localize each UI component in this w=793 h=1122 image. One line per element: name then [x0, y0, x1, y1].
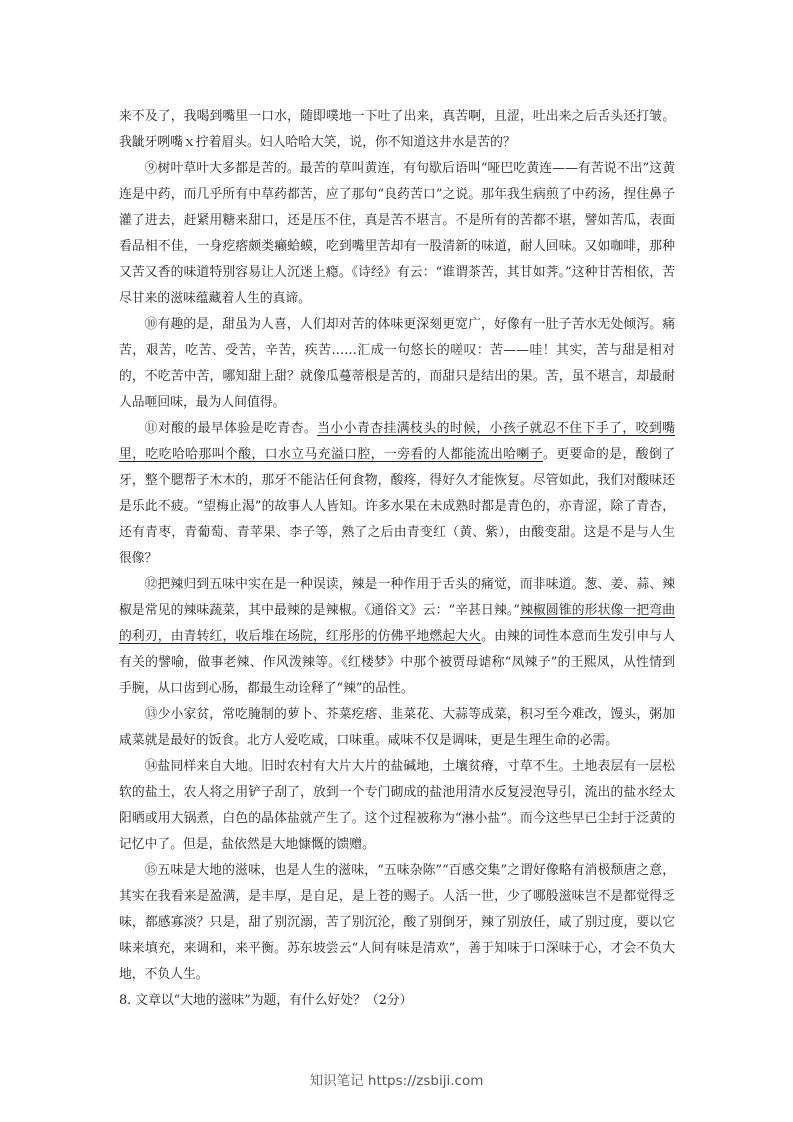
- paragraph-11-text-b: 。更要命的是，酸倒了牙，整个腮帮子木木的，那牙不能沾任何食物，酸疼，得好久才能恢复。尽管如此，我们对酸味还是乐此不疲。“望梅止渴”的故事人人皆知。许多水果在未成熟时都是青色的，亦青涩，除了青杏，还有青枣，青葡萄、青苹果、李子等，熟了之后由青变红（黄、紫），由酸变甜。这是不是与人生很像？: [119, 447, 676, 566]
- paragraph-12-text-b: 。由辣的词性本意而生发引申与人有关的譬喻，做事老辣、作风泼辣等。《红楼梦》中那个被贾母谑称“凤辣子”的王熙凤，从性情到手腕，从口齿到心肠，都最生动诠释了“辣”的品性。: [119, 629, 676, 696]
- paragraph-12-text-a: ⑫把辣归到五味中实在是一种误读，辣是一种作用于舌头的痛觉，而非味道。葱、姜、蒜、辣椒是常见的辣味蔬菜，其中最辣的是辣椒。《通俗文》云：“辛甚日辣。”: [119, 577, 675, 618]
- paragraph-8-continued: 来不及了，我喝到嘴里一口水，随即噗地一下吐了出来，真苦啊，且涩，吐出来之后舌头还打皱。我龇牙咧嘴ｘ拧着眉头。妇人哈哈大笑，说，你不知道这井水是苦的？: [119, 109, 675, 150]
- paragraph-12: [119, 572, 675, 702]
- paragraph-11-text-a: ⑪对酸的最早体验是吃青杏。: [144, 421, 318, 436]
- paragraph-10: ⑩有趣的是，甜虽为人喜，人们却对苦的体味更深刻更宽广，好像有一肚子苦水无处倾泻。痛苦，艰苦，吃苦、受苦，辛苦，疾苦……汇成一句悠长的嗟叹：苦——哇！其实，苦与甜是相对的，不吃苦中苦，哪知甜上甜？就像瓜蔓蒂根是苦的，而甜只是结出的果。苦，虽不堪言，却最耐人品咂回味，最为人间值得。: [119, 317, 675, 410]
- paragraph-14: ⑭盐同样来自大地。旧时农村有大片大片的盐碱地，土壤贫瘠，寸草不生。土地表层有一层松软的盐土，农人将之用铲子刮了，放到一个专门砌成的盐池用清水反复浸泡导引，流出的盐水经太阳晒或用大锅煮，白色的晶体盐就产生了。这个过程被称为“淋小盐”。而今这些早已尘封于泛黄的记忆中了。但是，盐依然是大地慷慨的馈赠。: [119, 759, 675, 852]
- question-8: 8. 文章以“大地的滋味”为题，有什么好处？（2分）: [119, 993, 413, 1008]
- paragraph-12-underlined-sentence: 辣椒圆锥的形状像一把弯曲的利刃，由青转红，收后堆在场院，红彤彤的仿佛平地燃起大火: [119, 603, 675, 644]
- paragraph-11-underlined-sentence: 当小小青杏挂满枝头的时候，小孩子就忍不住下手了，咬到嘴里，吃吃哈哈那叫个酸，口水立马充溢口腔，一旁看的人都能流出哈喇子: [119, 421, 676, 462]
- watermark-footer: 知识笔记 https://zsbiji.com: [309, 1073, 484, 1089]
- paragraph-9: ⑨树叶草叶大多都是苦的。最苦的草叫黄连，有句歇后语叫“哑巴吃黄连——有苦说不出”这黄连是中药，而几乎所有中草药都苦，应了那句“良药苦口”之说。那年我生病煎了中药汤，捏住鼻子灌了进去，赶紧用糖来甜口，还是压不住，真是苦不堪言。不是所有的苦都不堪，譬如苦瓜，表面看品相不佳，一身疙瘩颇类癞蛤蟆，吃到嘴里苦却有一股清新的味道，耐人回味。又如咖啡，那种又苦又香的味道特别容易让人沉迷上瘾。《诗经》有云：“谁谓茶苦，其甘如荠。”这种甘苦相依，苦尽甘来的滋味蕴藏着人生的真谛。: [119, 161, 675, 306]
- paragraph-15: ⑮五味是大地的滋味，也是人生的滋味，“五味杂陈”“百感交集”之谓好像略有消极颓唐之意，其实在我看来是盈满，是丰厚，是自足，是上苍的赐子。人活一世，少了哪般滋味岂不是都觉得乏味，都感寡淡？只是，甜了别沉溺，苦了别沉沦，酸了别倒牙，辣了别放任，咸了别过度，要以它味来填充，来调和，来平衡。苏东坡尝云“人间有味是清欢”，善于知味于口深味于心，才会不负大地，不负人生。: [119, 863, 675, 982]
- paragraph-11: [119, 416, 675, 572]
- article-body: [119, 104, 675, 1014]
- paragraph-13: ⑬少小家贫，常吃腌制的萝卜、芥菜疙瘩、韭菜花、大蒜等成菜，积习至今难改，馒头，粥加咸菜就是最好的饭食。北方人爱吃咸，口味重。咸味不仅是调味，更是生理生命的必需。: [119, 707, 675, 748]
